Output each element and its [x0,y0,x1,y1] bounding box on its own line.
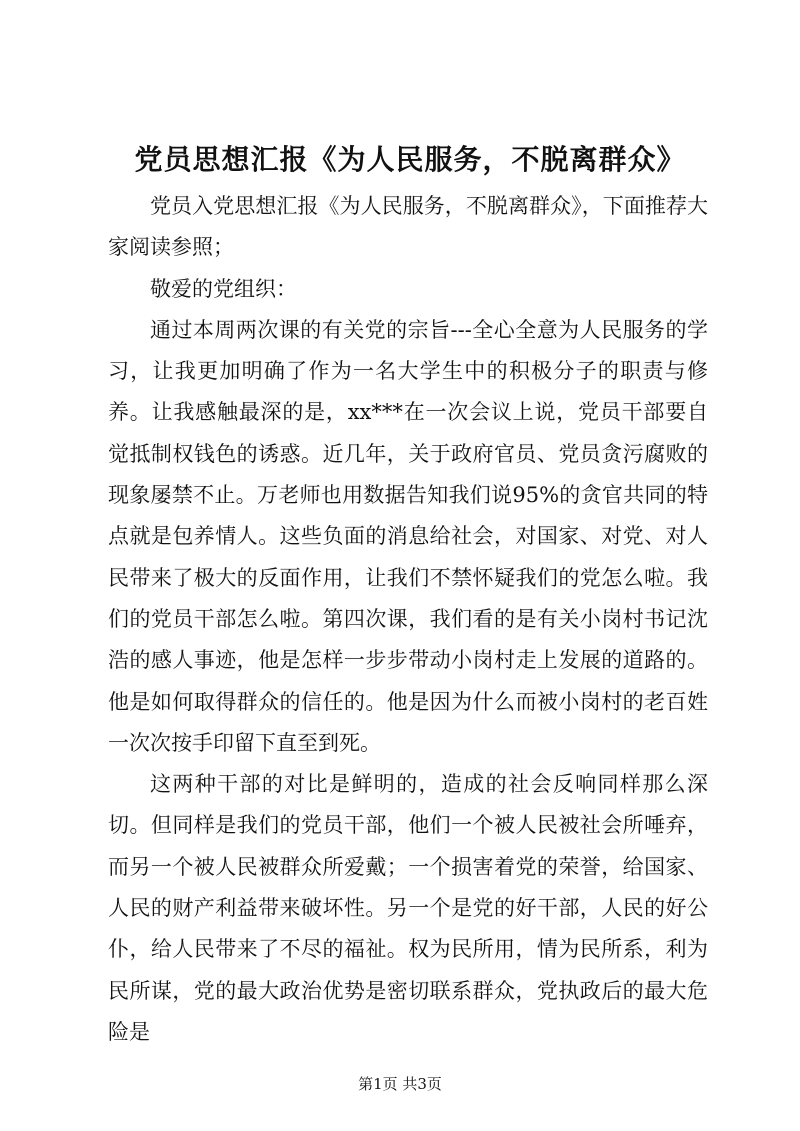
document-title: 党员思想汇报《为人民服务，不脱离群众》 [134,143,686,176]
paragraph-main: 通过本周两次课的有关党的宗旨---全心全意为人民服务的学习，让我更加明确了作为一名大学生中的积极分子的职责与修养。让我感触最深的是，xx***在一次会议上说，党员干部要自觉抵制权钱色的诱惑。近几年，关于政府官员、党员贪污腐败的现象屡禁不止。万老师也用数据告知我们说95%的贪官共同的特点就是包养情人。这些负面的消息给社会，对国家、对党、对人民带来了极大的反面作用，让我们不禁怀疑我们的党怎么啦。我们的党员干部怎么啦。第四次课，我们看的是有关小岗村书记沈浩的感人事迹，他是怎样一步步带动小岗村走上发展的道路的。他是如何取得群众的信任的。他是因为什么而被小岗村的老百姓一次次按手印留下直至到死。 [108,317,708,755]
document-body [108,186,708,1053]
paragraph-comparison: 这两种干部的对比是鲜明的，造成的社会反响同样那么深切。但同样是我们的党员干部，他们一个被人民被社会所唾弃，而另一个被人民被群众所爱戴；一个损害着党的荣誉，给国家、人民的财产利益带来破坏性。另一个是党的好干部，人民的好公仆，给人民带来了不尽的福祉。权为民所用，情为民所系，利为民所谋，党的最大政治优势是密切联系群众，党执政后的最大危险是 [108,772,708,1044]
page-number-footer: 第1页 共3页 [358,1075,442,1093]
paragraph-intro: 党员入党思想汇报《为人民服务，不脱离群众》，下面推荐大家阅读参照； [108,194,708,260]
paragraph-salutation: 敬爱的党组织： [150,276,297,301]
